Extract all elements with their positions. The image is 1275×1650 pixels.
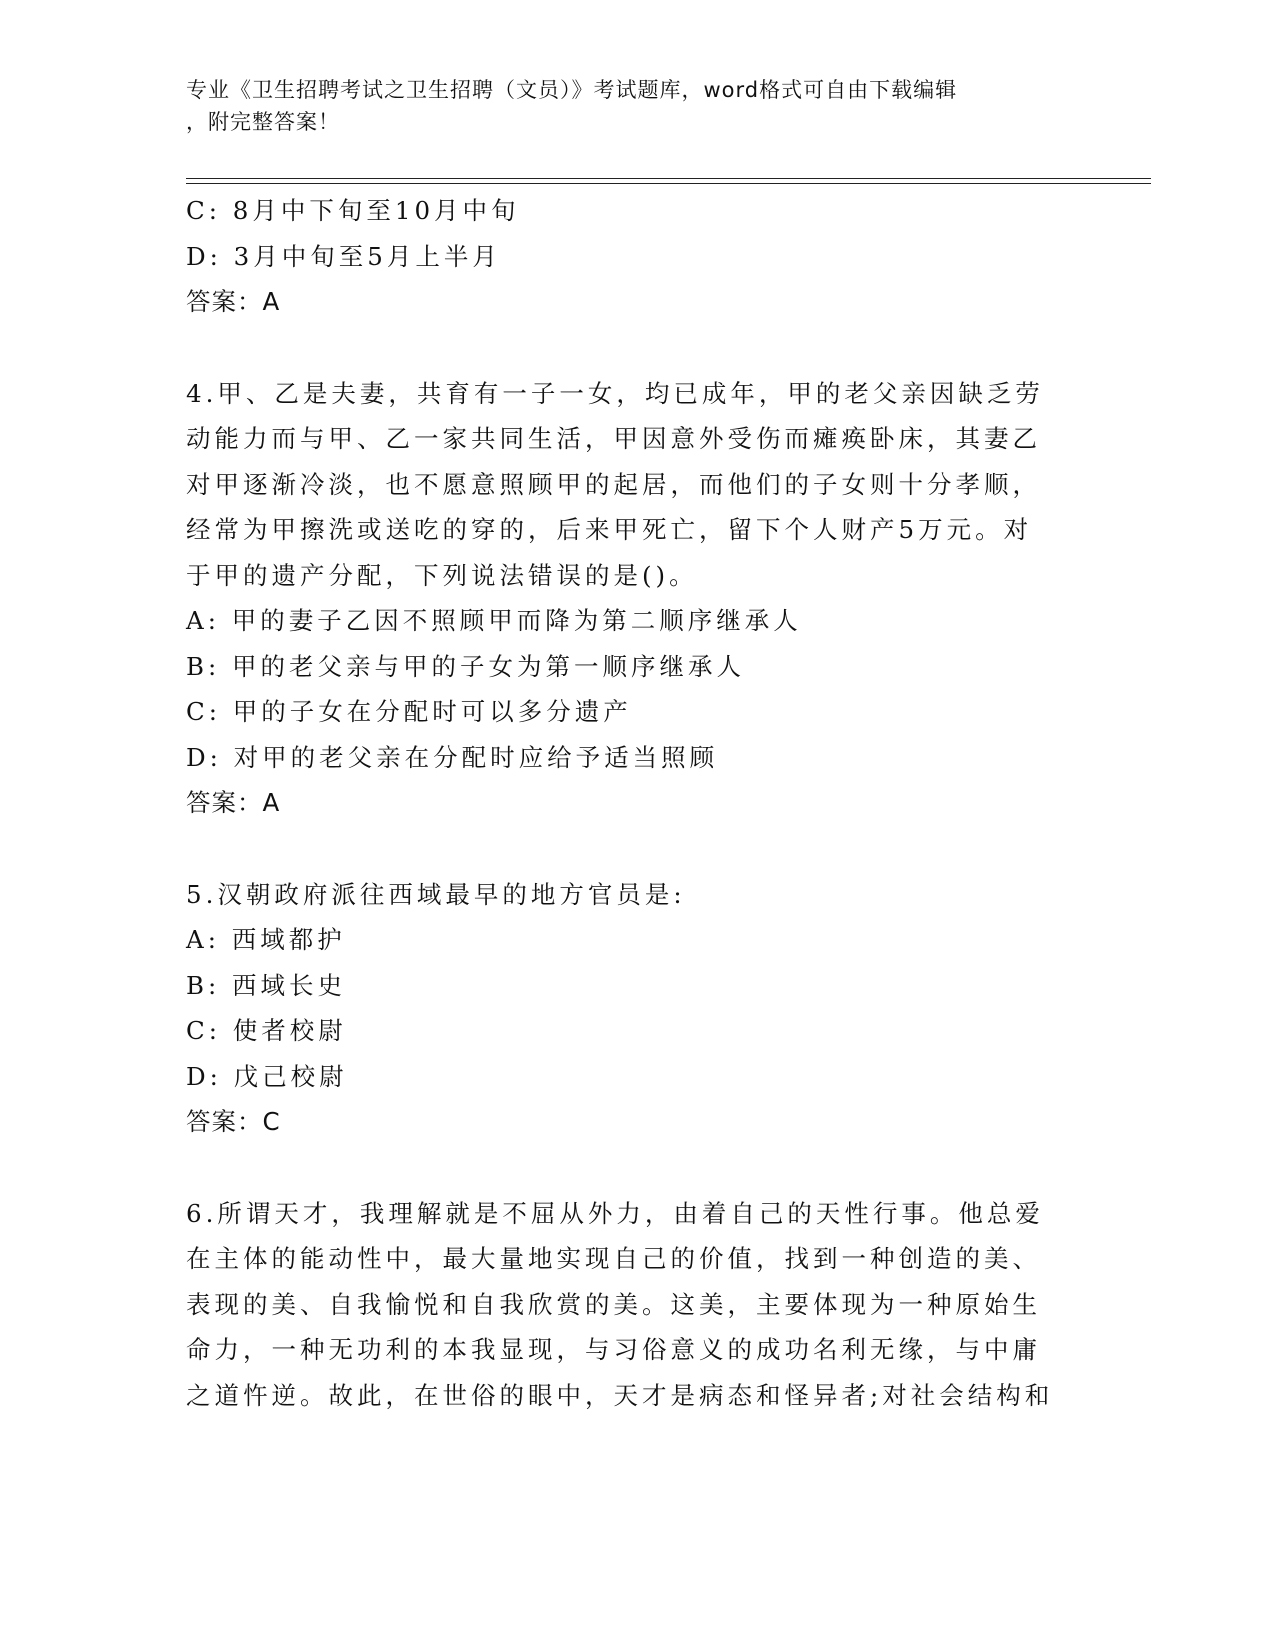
q3-option-c: C: 8月中下旬至10月中旬 bbox=[186, 196, 520, 225]
spacer bbox=[186, 325, 1066, 371]
question-3-tail bbox=[186, 188, 1066, 325]
q5-option-b: B: 西域长史 bbox=[186, 970, 347, 1000]
q6-stem-line: 6.所谓天才，我理解就是不屈从外力，由着自己的天性行事。他总爱 bbox=[186, 1198, 1044, 1228]
q3-option-d: D: 3月中旬至5月上半月 bbox=[186, 241, 501, 271]
q3-answer: 答案：A bbox=[186, 287, 281, 316]
q5-stem: 5.汉朝政府派往西域最早的地方官员是: bbox=[186, 879, 686, 909]
spacer bbox=[186, 826, 1066, 872]
spacer bbox=[186, 1145, 1066, 1191]
q6-stem-line: 在主体的能动性中，最大量地实现自己的价值，找到一种创造的美、 bbox=[186, 1244, 1041, 1273]
q5-option-a: A: 西域都护 bbox=[186, 925, 346, 954]
q5-option-c: C: 使者校尉 bbox=[186, 1016, 347, 1045]
q4-option-d: D: 对甲的老父亲在分配时应给予适当照顾 bbox=[186, 742, 719, 772]
question-content bbox=[186, 188, 1066, 1418]
q6-stem-line: 表现的美、自我愉悦和自我欣赏的美。这美，主要体现为一种原始生 bbox=[186, 1289, 1041, 1319]
q5-option-d: D: 戊己校尉 bbox=[186, 1061, 348, 1091]
q6-stem-line: 命力，一种无功利的本我显现，与习俗意义的成功名利无缘，与中庸 bbox=[186, 1335, 1041, 1364]
q4-stem-line: 4.甲、乙是夫妻，共育有一子一女，均已成年，甲的老父亲因缺乏劳 bbox=[186, 378, 1044, 408]
header-rule-bottom bbox=[186, 183, 1151, 184]
question-5 bbox=[186, 872, 1066, 1145]
q4-stem-line: 于甲的遗产分配，下列说法错误的是()。 bbox=[186, 560, 698, 590]
question-4 bbox=[186, 371, 1066, 826]
header-line-2: ，附完整答案！ bbox=[186, 110, 340, 134]
q4-answer: 答案：A bbox=[186, 788, 281, 817]
q4-stem-line: 经常为甲擦洗或送吃的穿的，后来甲死亡，留下个人财产5万元。对 bbox=[186, 515, 1033, 544]
q4-option-c: C: 甲的子女在分配时可以多分遗产 bbox=[186, 697, 632, 726]
q4-stem-line: 对甲逐渐冷淡，也不愿意照顾甲的起居，而他们的子女则十分孝顺， bbox=[186, 469, 1041, 499]
page-header bbox=[186, 74, 1066, 138]
question-6 bbox=[186, 1191, 1066, 1419]
q4-option-b: B: 甲的老父亲与甲的子女为第一顺序继承人 bbox=[186, 651, 746, 681]
q4-option-a: A: 甲的妻子乙因不照顾甲而降为第二顺序继承人 bbox=[186, 606, 802, 635]
q6-stem-line: 之道忤逆。故此，在世俗的眼中，天才是病态和怪异者;对社会结构和 bbox=[186, 1380, 1054, 1410]
q4-stem-line: 动能力而与甲、乙一家共同生活，甲因意外受伤而瘫痪卧床，其妻乙 bbox=[186, 424, 1041, 453]
header-rule-top bbox=[186, 178, 1151, 179]
header-line-1: 专业《卫生招聘考试之卫生招聘（文员）》考试题库，word格式可自由下载编辑 bbox=[186, 78, 958, 102]
q5-answer: 答案：C bbox=[186, 1107, 281, 1136]
